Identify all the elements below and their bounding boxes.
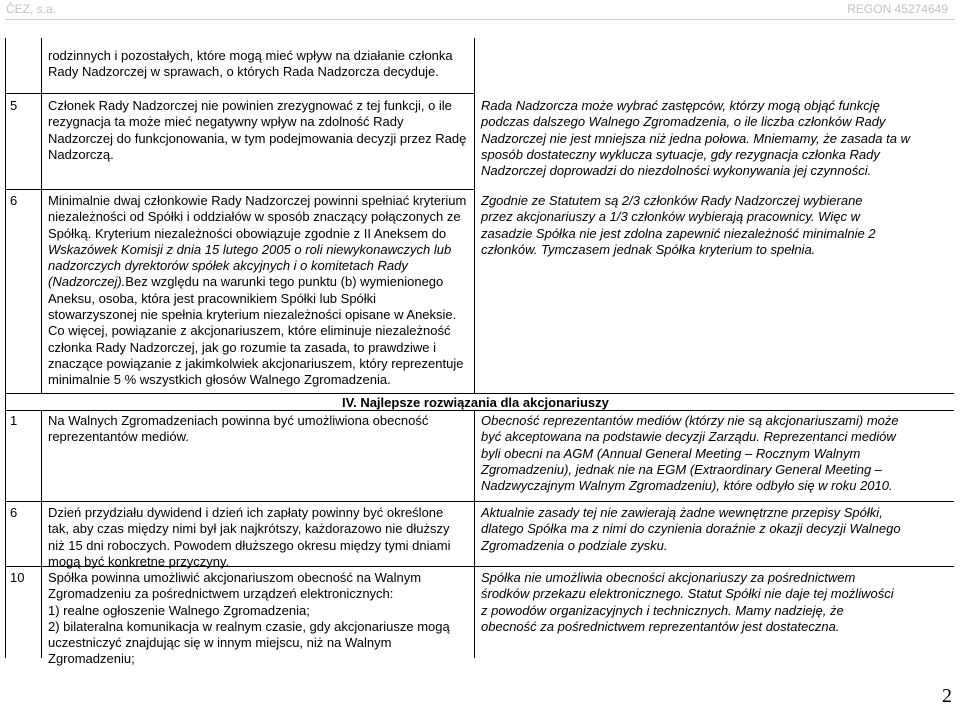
rule-text [48, 193, 468, 389]
table-rule-row-b6 [5, 501, 954, 502]
header-regon: REGON 45274649 [847, 2, 948, 16]
row-number: 1 [10, 413, 18, 428]
table-divider-number-bottom [41, 410, 42, 658]
table-rule-row5 [5, 93, 474, 94]
row-number: 6 [10, 505, 18, 520]
row-number: 5 [10, 98, 18, 113]
rule-text-block [48, 570, 453, 668]
table-divider-comment [474, 38, 475, 393]
header-company: ČEZ, s.a. [6, 2, 57, 16]
rule-text: Spółka powinna umożliwić akcjonariuszom obecność na Walnym Zgromadzeniu za pośrednictwem urządzeń elektronicznych: [48, 570, 422, 602]
rule-text-part: Bez względu na warunki tego punktu (b) wymienionego Aneksu, osoba, która jest pracownikiem Spółki lub Spółki stowarzyszonej nie spełnia kryterium niezależności opisane w Aneksie. Co więcej, powiązanie z akcjonariuszem, które eliminuje niezależność członka Rady Nadzorczej, jak go rozumie ta zasada, to prawdziwe i znaczące powiązanie z jakimkolwiek akcjonariuszem, który reprezentuje minimalnie 5 % wszystkich głosów Walnego Zgromadzenia. [48, 274, 464, 388]
table-divider-number [41, 38, 42, 393]
rule-text-italic: Wskazówek Komisji z dnia 15 lutego 2005 o roli niewykonawczych lub nadzorczych dyrektorów spółek akcyjnych i o komitetach Rady (Nadzorczej). [48, 241, 452, 290]
section-title: IV. Najlepsze rozwiązania dla akcjonariuszy [342, 395, 609, 410]
rule-comment: Zgodnie ze Statutem są 2/3 członków Rady Nadzorczej wybierane przez akcjonariuszy a 1/3 członków wybierają pracownicy. Więc w zasadzie Spółka nie jest zdolna zapewnić niezależność minimalnie 2 członków. Tymczasem jednak Spółka kryterium to spełnia. [481, 193, 876, 257]
page-number: 2 [942, 684, 952, 707]
rule-item: 2) bilateralna komunikacja w realnym czasie, gdy akcjonariusze mogą uczestniczyć znajdując się w innym miejscu, niż na Walnym Zgromadzeniu; [48, 618, 450, 667]
rule-comment: Rada Nadzorcza może wybrać zastępców, którzy mogą objąć funkcję podczas dalszego Walnego Zgromadzenia, o ile liczba członków Rady Nadzorczej nie jest mniejsza niż jedna połowa. Mniemamy, że zasada ta w sposób dostateczny wyklucza sytuacje, gdy rezygnacja członka Rady Nadzorczej doprowadzi do niezdolności wykonywania jej czynności. [481, 98, 910, 179]
table-rule-row6 [5, 189, 474, 190]
rule-text-part: Minimalnie dwaj członkowie Rady Nadzorczej powinni spełniać kryterium niezależności od Spółki i oddziałów w sposób znaczący połączonych ze Spółką. Kryterium niezależności obowiązuje zgodnie z II Aneksem do [48, 193, 467, 241]
header-divider [6, 19, 954, 20]
row-number: 10 [10, 570, 25, 585]
rule-text: Dzień przydziału dywidend i dzień ich zapłaty powinny być określone tak, aby czas między nimi był jak najkrótszy, każdorazowo nie dłuższy niż 15 dni roboczych. Powodem dłuższego okresu między tymi dniami mogą być konkretne przyczyny. [48, 505, 451, 569]
rule-item: 1) realne ogłoszenie Walnego Zgromadzenia; [48, 602, 310, 618]
rule-text: Na Walnych Zgromadzeniach powinna być umożliwiona obecność reprezentantów mediów. [48, 413, 429, 445]
rule-text: Członek Rady Nadzorczej nie powinien zrezygnować z tej funkcji, o ile rezygnacja ta może mieć negatywny wpływ na zdolność Rady Nadzorczej do funkcjonowania, w tym podejmowania decyzji przez Radę Nadzorczą. [48, 98, 467, 162]
rule-comment: Obecność reprezentantów mediów (którzy nie są akcjonariuszami) może być akceptowana na podstawie decyzji Zarządu. Reprezentanci mediów byli obecni na AGM (Annual General Meeting – Rocznym Walnym Zgromadzeniu), jednak nie na EGM (Extraordinary General Meeting – Nadzwyczajnym Walnym Zgromadzeniu), które odbyło się w roku 2010. [481, 413, 899, 494]
row-number: 6 [10, 193, 18, 208]
table-border-left [5, 38, 6, 658]
table-divider-comment-bottom [474, 410, 475, 658]
rule-comment: Aktualnie zasady tej nie zawierają żadne wewnętrzne przepisy Spółki, dlatego Spółka ma z nimi do czynienia doraźnie z okazji decyzji Walnego Zgromadzenia o podziale zysku. [481, 505, 901, 553]
rule-comment: Spółka nie umożliwia obecności akcjonariuszy za pośrednictwem środków przekazu elektronicznego. Statut Spółki nie daje tej możliwości z powodów organizacyjnych i technicznych. Mamy nadzieję, że obecność za pośrednictwem reprezentantów jest dostateczna. [481, 570, 894, 634]
table-rule-section [5, 393, 954, 394]
intro-text: rodzinnych i pozostałych, które mogą mieć wpływ na działanie członka Rady Nadzorczej w sprawach, o których Rada Nadzorcza decyduje. [48, 48, 453, 80]
